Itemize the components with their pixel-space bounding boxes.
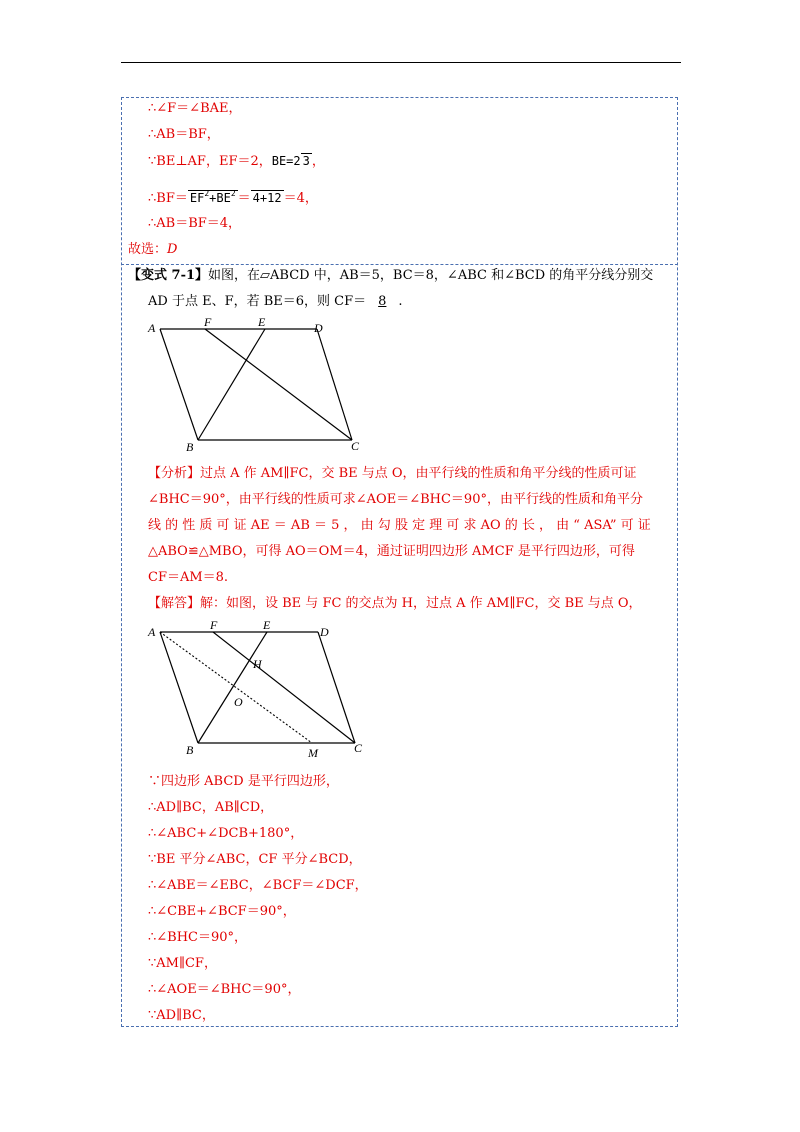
label-d: D <box>320 625 329 639</box>
proof-line-1: ∴∠F＝∠BAE， <box>148 101 242 116</box>
step-5: ∴∠ABE＝∠EBC，∠BCF＝∠DCF， <box>148 878 368 893</box>
analysis-line-1: 【分析】过点 A 作 AM∥FC，交 BE 与点 O，由平行线的性质和角平分线的性质可证 <box>148 466 637 481</box>
analysis-line-2: ∠BHC＝90°，由平行线的性质可求∠AOE＝∠BHC＝90°，由平行线的性质和角平分 <box>148 492 643 507</box>
sqrt-4-12: 4+12 <box>252 191 282 205</box>
answer-line <box>128 242 177 258</box>
label-e: E <box>263 618 271 632</box>
line-ab <box>160 632 198 743</box>
line-ab <box>160 329 198 440</box>
step-4: ∵BE 平分∠ABC，CF 平分∠BCD， <box>148 852 362 867</box>
problem-text-2: AD 于点 E、F，若 BE＝6，则 CF＝ <box>148 294 367 309</box>
label-d: D <box>314 321 323 335</box>
label-f: F <box>204 315 212 329</box>
line-be <box>198 329 265 440</box>
problem-text-1: 如图，在▱ABCD 中，AB＝5，BC＝8，∠ABC 和∠BCD 的角平分线分别交 <box>208 268 654 283</box>
problem-text-2-end: . <box>398 294 403 309</box>
bf-result: ＝4， <box>283 191 318 206</box>
page-header-rule <box>121 62 681 63</box>
line-be <box>198 632 267 743</box>
be-formula: BE=2 <box>271 154 301 168</box>
label-b: B <box>186 440 194 452</box>
figure-1 <box>140 312 380 452</box>
label-h: H <box>253 657 262 671</box>
label-c: C <box>351 439 360 452</box>
proof-line-3-end: ， <box>311 154 325 169</box>
analysis-line-4: △ABO≌△MBO，可得 AO＝OM＝4，通过证明四边形 AMCF 是平行四边形，可得 <box>148 544 635 559</box>
problem-answer: 8 <box>378 294 387 309</box>
proof-line-2: ∴AB＝BF， <box>148 127 220 142</box>
analysis-line-5: CF＝AM＝8. <box>148 570 229 585</box>
eq-sign: ＝ <box>237 191 251 206</box>
step-9: ∴∠AOE＝∠BHC＝90°， <box>148 982 301 997</box>
step-2: ∴AD∥BC，AB∥CD， <box>148 800 274 815</box>
line-fc <box>205 329 352 440</box>
bf-eq-label: ∴BF＝ <box>148 191 188 206</box>
proof-line-3-text: ∵BE⊥AF，EF＝2， <box>148 154 272 169</box>
problem-line-2 <box>148 294 403 310</box>
ef-exp: 2 <box>204 189 210 198</box>
step-6: ∴∠CBE+∠BCF＝90°， <box>148 904 296 919</box>
problem-line-1 <box>128 268 653 284</box>
answer-label: 故选： <box>128 242 168 257</box>
line-am-dotted <box>160 632 312 743</box>
figure-2 <box>140 614 380 764</box>
be-term: +BE <box>209 191 231 205</box>
label-e: E <box>258 315 266 329</box>
label-m: M <box>308 746 318 760</box>
be-exp: 2 <box>230 189 236 198</box>
proof-line-3 <box>148 153 325 170</box>
step-7: ∴∠BHC＝90°， <box>148 930 248 945</box>
step-8: ∵AM∥CF， <box>148 956 217 971</box>
line-dc <box>318 632 355 743</box>
step-3: ∴∠ABC+∠DCB+180°， <box>148 826 304 841</box>
line-dc <box>317 329 352 440</box>
proof-line-5: ∴AB＝BF＝4， <box>148 216 242 231</box>
label-o: O <box>234 695 243 709</box>
section-divider <box>121 264 678 265</box>
label-a: A <box>148 625 156 639</box>
answer-choice: D <box>167 242 178 257</box>
label-c: C <box>354 741 363 755</box>
problem-tag: 【变式 7-1】 <box>128 268 209 283</box>
step-1: ∵四边形 ABCD 是平行四边形， <box>148 774 339 789</box>
sqrt-ef-be <box>188 190 238 205</box>
analysis-line-3: 线 的 性 质 可 证 AE ＝ AB ＝ 5 ， 由 勾 股 定 理 可 求 AO 的 长 ， 由 “ ASA” 可 证 <box>148 518 651 533</box>
ef-term: EF <box>189 191 205 205</box>
step-10: ∵AD∥BC， <box>148 1008 215 1023</box>
label-f: F <box>210 618 218 632</box>
label-b: B <box>186 743 194 757</box>
solution-intro: 【解答】解：如图，设 BE 与 FC 的交点为 H，过点 A 作 AM∥FC，交 BE 与点 O， <box>148 596 642 611</box>
sqrt-3: 3 <box>302 154 310 168</box>
label-a: A <box>148 321 156 335</box>
proof-line-4 <box>148 190 318 207</box>
line-fc <box>213 632 355 743</box>
